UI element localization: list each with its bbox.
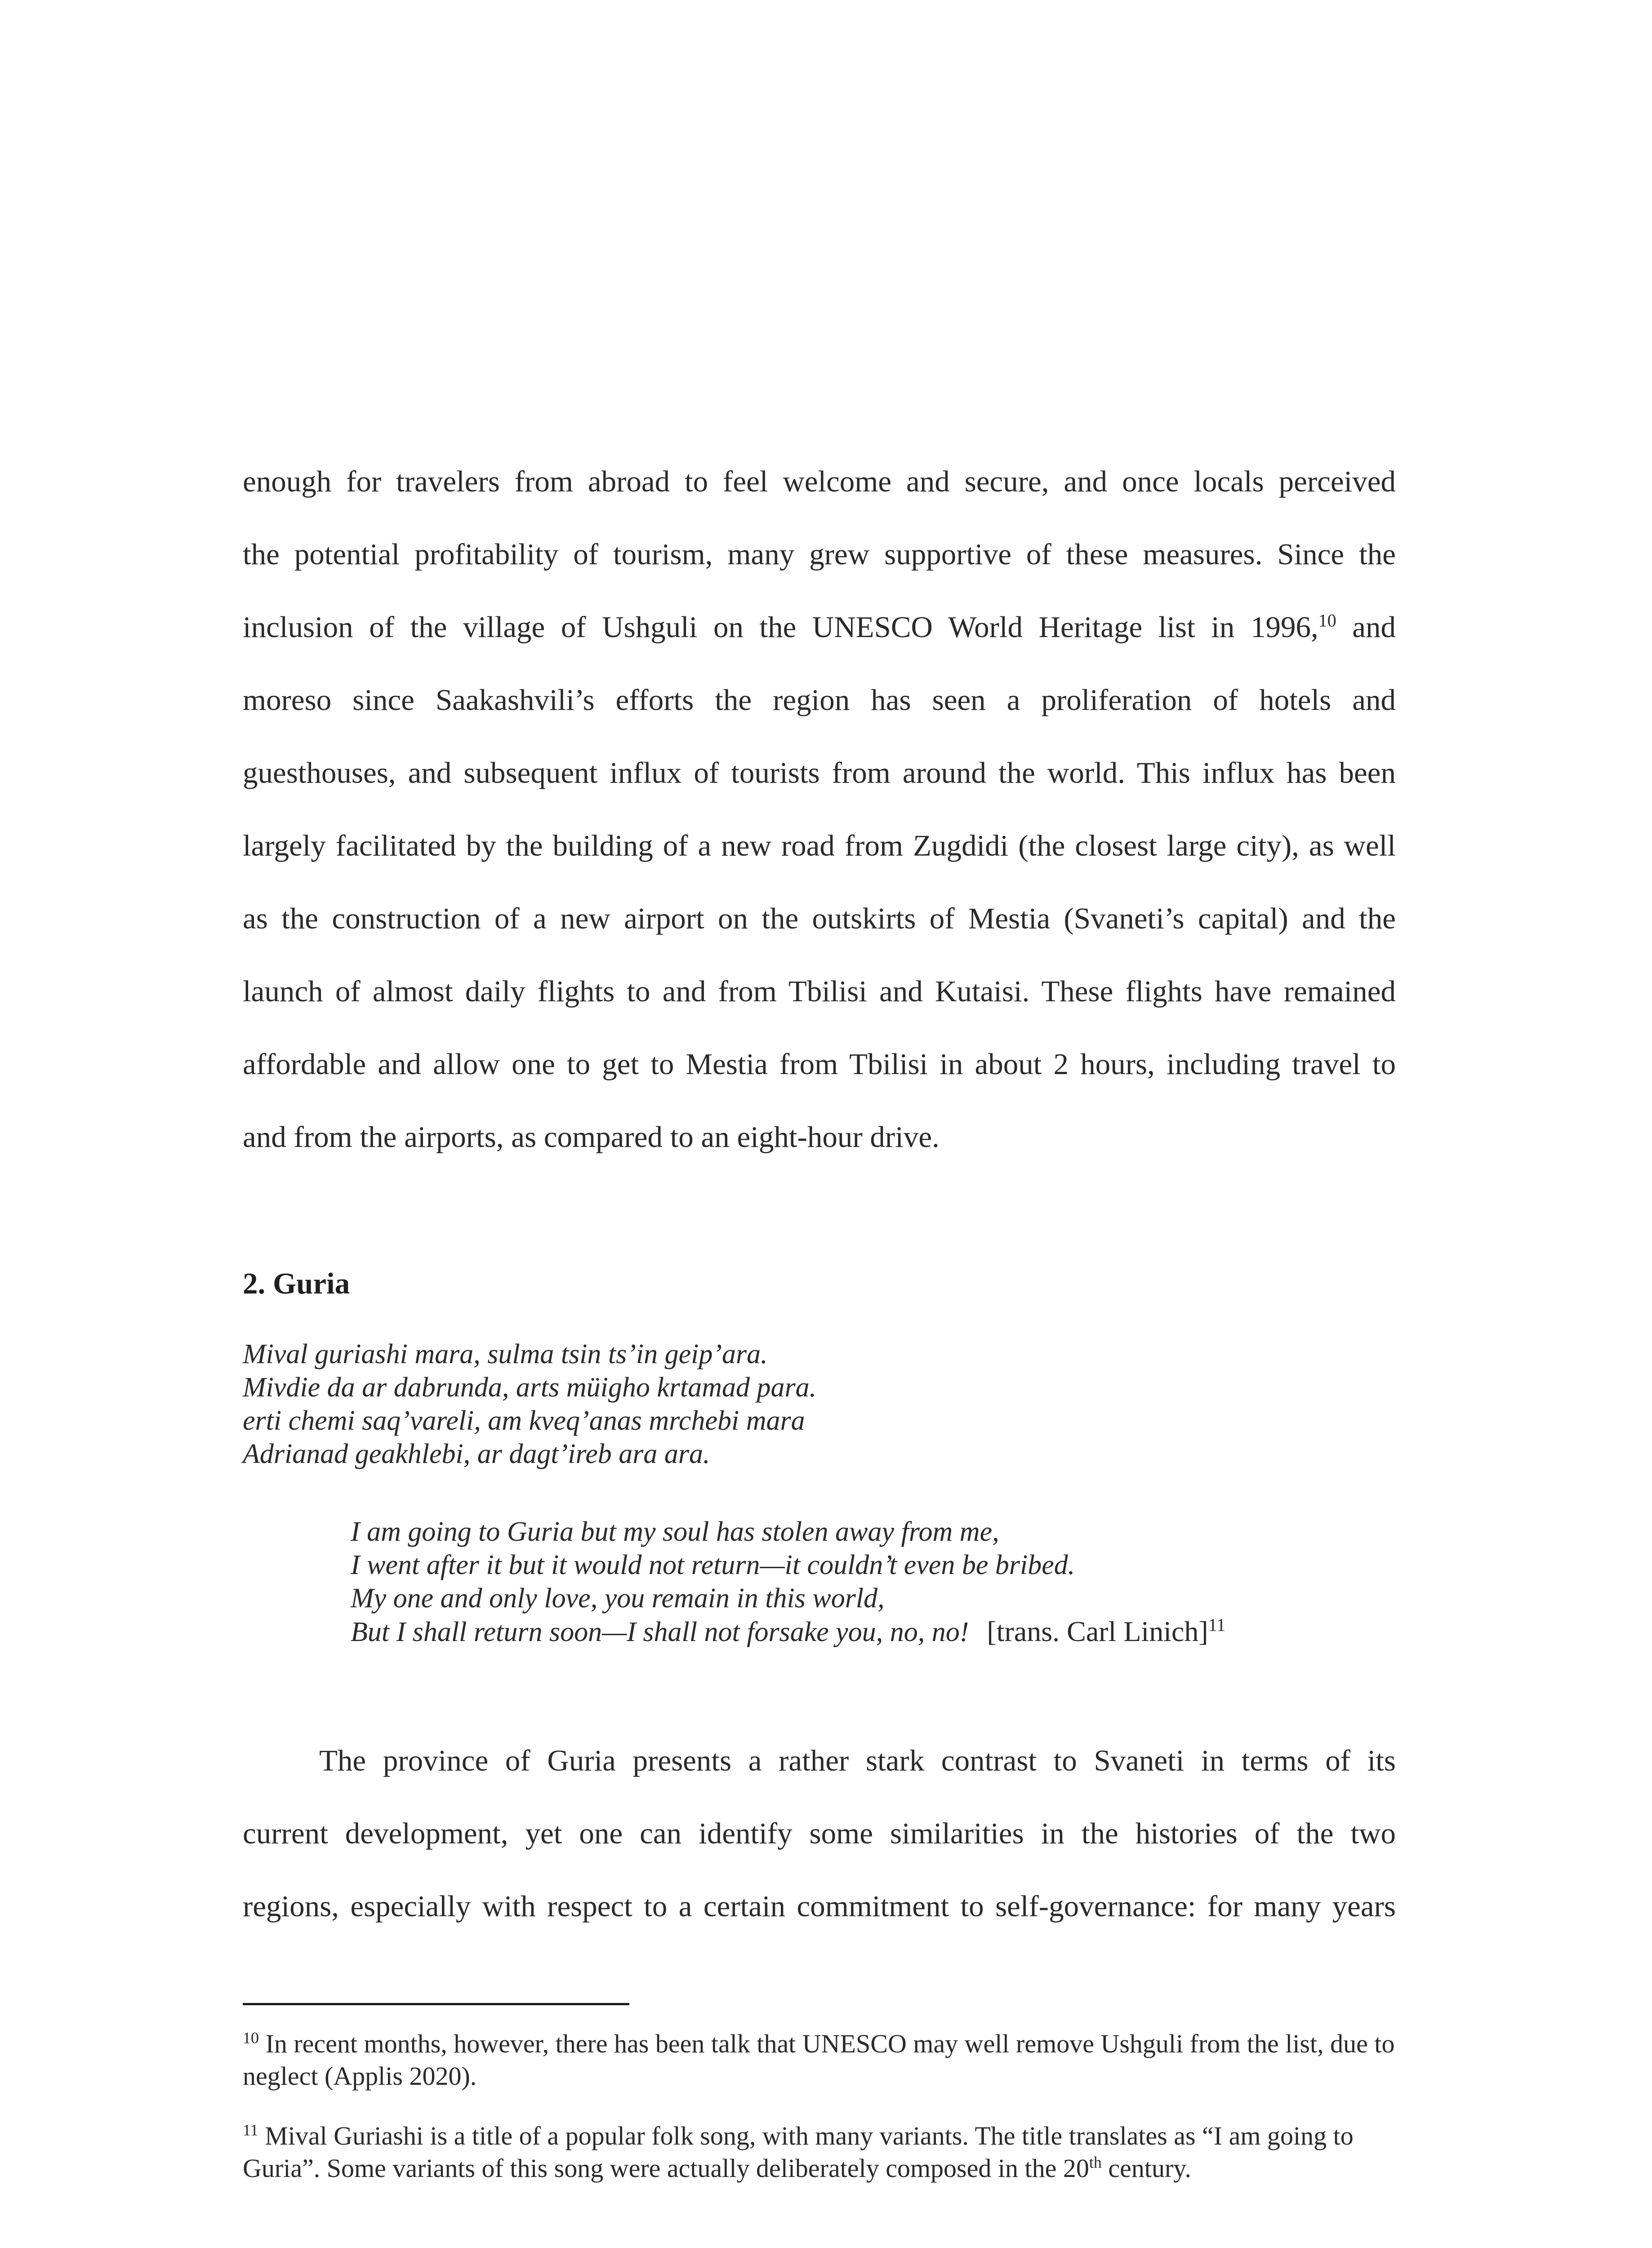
text-line: and from the airports, as compared to an eight-hour drive.: [243, 1120, 940, 1154]
text-line: enough for travelers from abroad to feel welcome and secure, and once locals perceived: [243, 465, 1396, 498]
text-line: as the construction of a new airport on the outskirts of Mestia (Svaneti’s capital) and the: [243, 902, 1396, 935]
credit-text: [trans. Carl Linich]: [987, 1615, 1208, 1647]
body-paragraph-1: [243, 445, 1396, 1173]
text-line: launch of almost daily flights to and from Tbilisi and Kutaisi. These flights have remained: [243, 975, 1396, 1008]
text-line: largely facilitated by the building of a new road from Zugdidi (the closest large city), as well: [243, 829, 1396, 862]
translation-credit: [987, 1615, 1225, 1647]
verse-line: I went after it but it would not return—it couldn’t even be bribed.: [351, 1550, 1075, 1580]
text-line: The province of Guria presents a rather stark contrast to Svaneti in terms of its: [319, 1744, 1396, 1777]
verse-original: [243, 1338, 816, 1471]
text-line: moreso since Saakashvili’s efforts the region has seen a proliferation of hotels and: [243, 683, 1396, 717]
verse-translation: [351, 1515, 1225, 1649]
footnote-text: century.: [1101, 2154, 1192, 2183]
footnote-divider: [243, 2003, 629, 2005]
footnote-ref-10[interactable]: 10: [1318, 610, 1336, 631]
verse-line: [351, 1615, 1225, 1649]
verse-line: Mivdie da ar dabrunda, arts müigho krtamad para.: [243, 1372, 817, 1403]
footnote-number: 10: [243, 2029, 259, 2047]
verse-line: My one and only love, you remain in this world,: [351, 1583, 885, 1614]
footnote-11: [243, 2120, 1396, 2185]
footnote-10: [243, 2028, 1396, 2092]
section-heading: 2. Guria: [243, 1267, 350, 1300]
text-line: [243, 591, 1396, 664]
ordinal-suffix: th: [1089, 2153, 1102, 2172]
verse-line: Mival guriashi mara, sulma tsin ts’in geip’ara.: [243, 1339, 768, 1369]
verse-line: I am going to Guria but my soul has stolen away from me,: [351, 1517, 999, 1547]
footnote-ref-11[interactable]: 11: [1208, 1615, 1226, 1635]
verse-line: erti chemi saq’vareli, am kveq’anas mrchebi mara: [243, 1405, 805, 1436]
verse-text: But I shall return soon—I shall not forsake you, no, no!: [351, 1617, 969, 1647]
text-line: current development, yet one can identify some similarities in the histories of the two: [243, 1817, 1396, 1850]
body-paragraph-2: [243, 1724, 1396, 1943]
text-segment: inclusion of the village of Ushguli on the UNESCO World Heritage list in 1996,: [243, 611, 1318, 644]
text-line: affordable and allow one to get to Mestia from Tbilisi in about 2 hours, including travel to: [243, 1048, 1396, 1081]
footnote-number: 11: [243, 2121, 258, 2139]
text-line: guesthouses, and subsequent influx of tourists from around the world. This influx has been: [243, 756, 1396, 789]
verse-line: Adrianad geakhlebi, ar dagt’ireb ara ara.: [243, 1439, 710, 1469]
footnote-text: Mival Guriashi is a title of a popular folk song, with many variants. The title translates as “I am going to Guria”. Some variants of this song were actually deliberately composed in the 20: [243, 2121, 1354, 2183]
text-segment: and: [1336, 611, 1396, 644]
text-line: the potential profitability of tourism, many grew supportive of these measures. Since the: [243, 538, 1396, 571]
footnote-text: In recent months, however, there has been talk that UNESCO may well remove Ushguli from the list, due to neglect (Applis 2020).: [243, 2029, 1395, 2091]
text-line: regions, especially with respect to a certain commitment to self-governance: for many years: [243, 1890, 1396, 1923]
